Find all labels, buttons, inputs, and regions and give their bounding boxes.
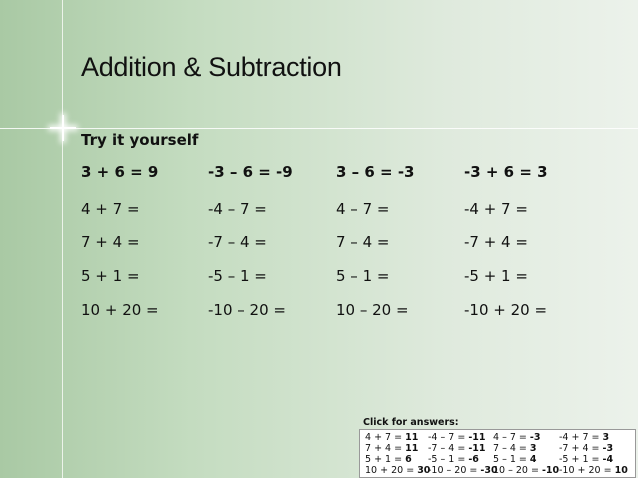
slide-subtitle: Try it yourself	[81, 131, 199, 149]
answer-item: 4 – 7 = -3	[493, 432, 541, 443]
problem-item: 10 + 20 =	[81, 301, 159, 319]
answers-panel[interactable]	[359, 417, 636, 476]
problem-item: 4 + 7 =	[81, 200, 140, 218]
answer-item: -5 – 1 = -6	[428, 454, 479, 465]
answer-item: -4 + 7 = 3	[559, 432, 610, 443]
problem-item: 5 – 1 =	[336, 267, 390, 285]
answer-item: -7 + 4 = -3	[559, 443, 614, 454]
problem-item: 7 + 4 =	[81, 233, 140, 251]
answer-item: 7 + 4 = 11	[365, 443, 419, 454]
example-item: -3 + 6 = 3	[464, 163, 548, 181]
slide-title: Addition & Subtraction	[81, 52, 342, 82]
answers-box	[359, 429, 636, 478]
problem-item: 7 – 4 =	[336, 233, 390, 251]
problem-item: -4 – 7 =	[208, 200, 267, 218]
example-item: 3 – 6 = -3	[336, 163, 415, 181]
answer-item: -10 + 20 = 10	[559, 465, 628, 476]
problem-item: -5 + 1 =	[464, 267, 528, 285]
answer-item: 10 – 20 = -10	[493, 465, 560, 476]
answer-item: 4 + 7 = 11	[365, 432, 419, 443]
example-item: -3 – 6 = -9	[208, 163, 293, 181]
problem-item: -7 – 4 =	[208, 233, 267, 251]
decorative-vertical-line	[62, 0, 63, 478]
problem-item: 5 + 1 =	[81, 267, 140, 285]
answer-item: 7 – 4 = 3	[493, 443, 537, 454]
problem-item: -4 + 7 =	[464, 200, 528, 218]
answer-item: -10 – 20 = -30	[428, 465, 498, 476]
problem-item: -5 – 1 =	[208, 267, 267, 285]
answer-item: 10 + 20 = 30	[365, 465, 431, 476]
problem-item: 4 – 7 =	[336, 200, 390, 218]
answer-item: -5 + 1 = -4	[559, 454, 614, 465]
problem-item: -7 + 4 =	[464, 233, 528, 251]
answer-item: 5 – 1 = 4	[493, 454, 537, 465]
answer-item: 5 + 1 = 6	[365, 454, 412, 465]
answer-item: -7 – 4 = -11	[428, 443, 486, 454]
problem-item: -10 + 20 =	[464, 301, 548, 319]
decorative-horizontal-line	[0, 128, 638, 129]
problem-item: -10 – 20 =	[208, 301, 286, 319]
answer-item: -4 – 7 = -11	[428, 432, 486, 443]
sparkle-icon	[50, 121, 76, 135]
answers-link[interactable]: Click for answers:	[363, 417, 459, 428]
problem-item: 10 – 20 =	[336, 301, 409, 319]
example-item: 3 + 6 = 9	[81, 163, 159, 181]
